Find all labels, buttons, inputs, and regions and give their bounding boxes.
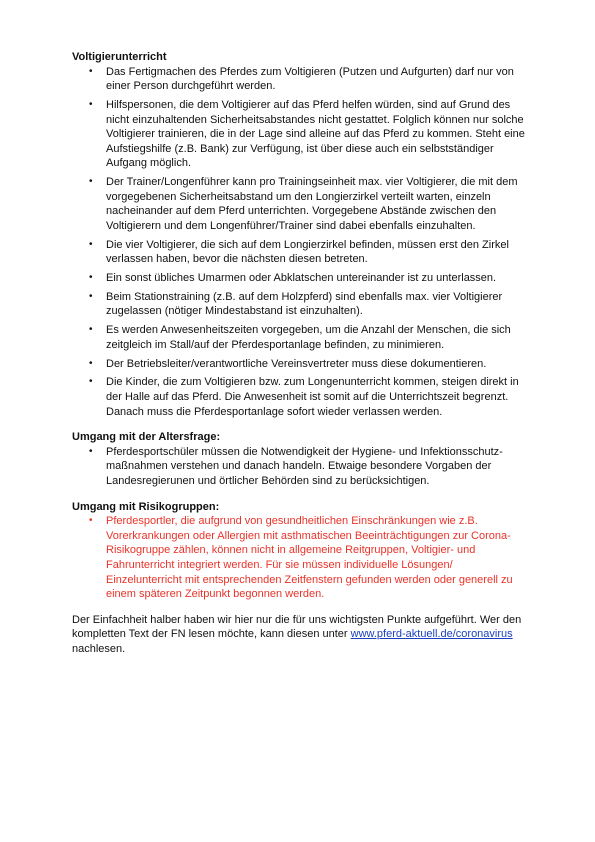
closing-text: Der Einfachheit halber haben wir hier nur die für uns wichtigsten Punkte aufgeführt. Wer den kompletten Text der FN lesen möchte, kann diesen unter	[72, 613, 522, 641]
list-item	[72, 290, 527, 319]
bullet-icon: •	[89, 357, 93, 369]
list-item	[72, 271, 527, 286]
section-heading: Umgang mit Risikogruppen:	[72, 500, 220, 513]
list-item-text: Der Betriebsleiter/verantwortliche Vereinsvertreter muss diese dokumentieren.	[106, 357, 487, 370]
section-risikogruppen	[72, 500, 527, 602]
list-item-text: Hilfspersonen, die dem Voltigierer auf das Pferd helfen würden, sind auf Grund des nicht einzuhaltenden Sicherheitsabstandes nicht gestattet. Folglich können nur solche Voltigierer trainieren, die in der Lage sind alleine auf das Pferd zu kommen. Steht eine Aufstiegshilfe (z.B. Bank) zur Verfügung, ist über diese auch ein selbstständiger Aufgang möglich.	[106, 98, 525, 170]
list-item-text: Der Trainer/Longenführer kann pro Trainingseinheit max. vier Voltigierer, die mit dem vorgegebenen Sicherheitsabstand um den Longierzirkel verteilt warten, einzeln nacheinander auf dem Pferd unterrichten. Vorgegebene Abstände zwischen den Voltigierern und dem Longenführer/Trainer sind dabei ebenfalls einzuhalten.	[106, 176, 518, 232]
bullet-icon: •	[89, 65, 93, 77]
bullet-icon: •	[89, 515, 93, 527]
closing-paragraph	[72, 613, 527, 657]
bullet-icon: •	[89, 238, 93, 250]
list-item-text: Die vier Voltigierer, die sich auf dem Longierzirkel befinden, müssen erst den Zirkel verlassen haben, bevor die nächsten diesen betreten.	[106, 238, 509, 266]
list-item	[72, 375, 527, 419]
bullet-icon: •	[89, 324, 93, 336]
bullet-icon: •	[89, 376, 93, 388]
bullet-icon: •	[89, 272, 93, 284]
list-item	[72, 238, 527, 267]
bullet-list	[72, 445, 527, 489]
list-item-risk	[72, 514, 527, 602]
list-item-text: Ein sonst übliches Umarmen oder Abklatschen untereinander ist zu unterlassen.	[106, 272, 497, 285]
bullet-icon: •	[89, 98, 93, 110]
list-item-text: Das Fertigmachen des Pferdes zum Voltigieren (Putzen und Aufgurten) darf nur von einer Person durchgeführt werden.	[106, 65, 514, 93]
list-item	[72, 445, 527, 489]
list-item	[72, 323, 527, 352]
list-item-text: Es werden Anwesenheitszeiten vorgegeben, um die Anzahl der Menschen, die sich zeitgleich im Stall/auf der Pferdesportanlage befinden, zu minimieren.	[106, 324, 511, 351]
section-heading: Umgang mit der Altersfrage:	[72, 431, 221, 444]
section-altersfrage	[72, 430, 527, 488]
list-item-text: Pferdesportler, die aufgrund von gesundheitlichen Einschränkungen wie z.B. Vorerkrankungen oder Allergien mit asthmatischen Beeinträchtigungen zur Corona- Risikogruppe zählen, können nicht in allgemeine Reitgruppen, Voltigier- und Fahrunterricht integriert werden. Für sie müssen individuelle Lösungen/ Einzelunterricht mit entsprechenden Zeitfenstern gefunden werden oder generell zu einem späteren Zeitpunkt begonnen werden.	[106, 515, 513, 601]
bullet-icon: •	[89, 176, 93, 188]
document-page	[72, 50, 527, 656]
bullet-list	[72, 514, 527, 602]
list-item	[72, 175, 527, 233]
list-item	[72, 65, 527, 94]
list-item-text: Die Kinder, die zum Voltigieren bzw. zum Longenunterricht kommen, steigen direkt in der Halle auf das Pferd. Die Anwesenheit ist somit auf die Unterrichtszeit begrenzt. Danach muss die Pferdesportanlage sofort wieder verlassen werden.	[106, 376, 519, 418]
section-heading: Voltigierunterricht	[72, 51, 167, 63]
list-item-text: Pferdesportschüler müssen die Notwendigkeit der Hygiene- und Infektionsschutz-maßnahmen verstehen und danach handeln. Etwaige besondere Vorgaben der Landesregierunen und örtlicher Behörden sind zu berücksichtigen.	[106, 445, 503, 487]
list-item-text: Beim Stationstraining (z.B. auf dem Holzpferd) sind ebenfalls max. vier Voltigierer zugelassen (nötiger Mindestabstand ist einzuhalten).	[106, 290, 503, 318]
list-item	[72, 98, 527, 171]
section-voltigierunterricht	[72, 50, 527, 419]
bullet-icon: •	[89, 290, 93, 302]
closing-suffix: nachlesen.	[72, 642, 126, 655]
list-item	[72, 357, 527, 372]
bullet-icon: •	[89, 445, 93, 457]
bullet-list	[72, 65, 527, 420]
fn-coronavirus-link[interactable]: www.pferd-aktuell.de/coronavirus	[350, 628, 513, 641]
